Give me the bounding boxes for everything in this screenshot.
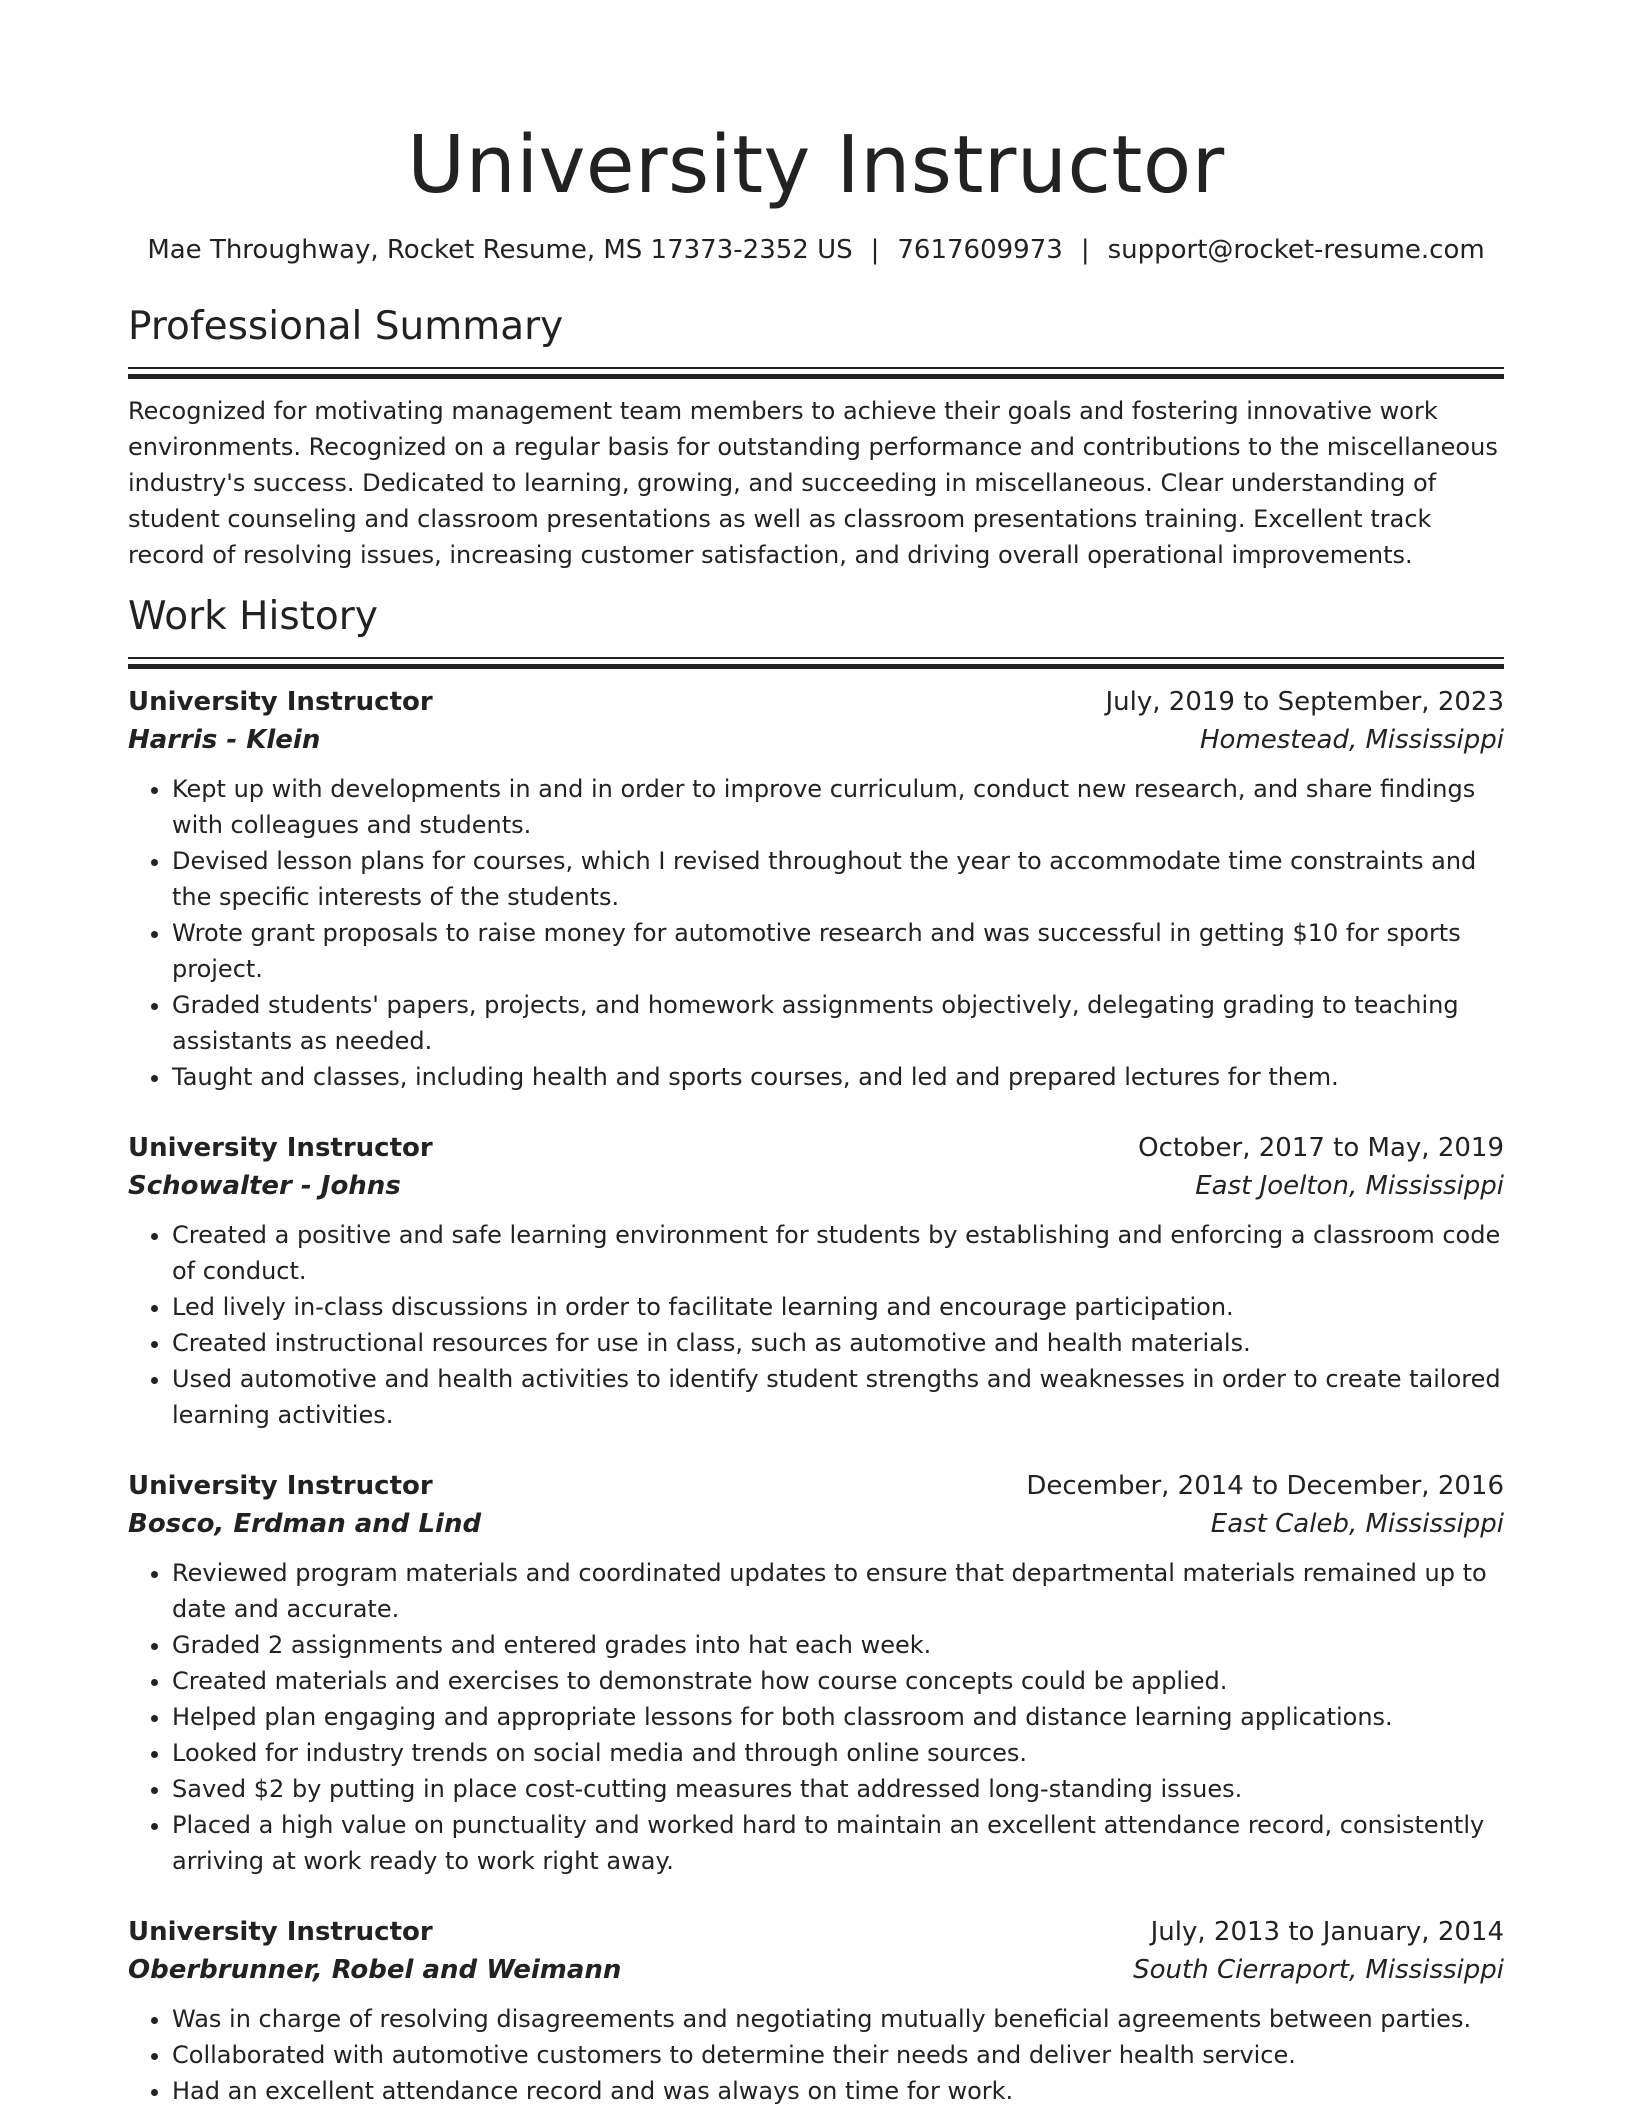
job-company: Schowalter - Johns: [128, 1171, 401, 1201]
section-divider: [128, 657, 1504, 669]
job-bullet-item: • Created a positive and safe learning environment for students by establishing and enforcing a classroom code of conduct.: [172, 1217, 1504, 1289]
contact-line: [128, 233, 1504, 267]
job-dates: July, 2013 to January, 2014: [1150, 1917, 1504, 1947]
job-bullet-item: • Placed a high value on punctuality and worked hard to maintain an excellent attendance record, consistently arriving at work ready to work right away.: [172, 1807, 1504, 1879]
contact-address: Mae Throughway, Rocket Resume, MS 17373-2352 US: [147, 235, 853, 265]
section-title-work-history: Work History: [128, 594, 378, 639]
job-subheader: [128, 1951, 1504, 1989]
job-bullets: [128, 771, 1504, 1095]
contact-phone: 7617609973: [897, 235, 1063, 265]
job-bullet-item: • Led lively in-class discussions in order to facilitate learning and encourage participation.: [172, 1289, 1504, 1325]
job-bullet-item: • Looked for industry trends on social media and through online sources.: [172, 1735, 1504, 1771]
job-bullet-item: • Kept up with developments in and in order to improve curriculum, conduct new research, and share findings with colleagues and students.: [172, 771, 1504, 843]
job-bullet-item: • Wrote grant proposals to raise money for automotive research and was successful in getting $10 for sports project.: [172, 915, 1504, 987]
job-header: [128, 1129, 1504, 1167]
job-bullets: [128, 1217, 1504, 1433]
job-dates: July, 2019 to September, 2023: [1105, 687, 1504, 717]
job-bullet-item: • Reviewed program materials and coordinated updates to ensure that departmental materials remained up to date and accurate.: [172, 1555, 1504, 1627]
job-bullets: [128, 1555, 1504, 1879]
job-header: [128, 1913, 1504, 1951]
job-bullet-item: • Used automotive and health activities to identify student strengths and weaknesses in order to create tailored learning activities.: [172, 1361, 1504, 1433]
job-bullet-item: • Had an excellent attendance record and was always on time for work.: [172, 2073, 1504, 2109]
job-subheader: [128, 721, 1504, 759]
summary-text: Recognized for motivating management team members to achieve their goals and fostering innovative work environments. Recognized on a regular basis for outstanding performance and contributions to the miscellaneous industry's success. Dedicated to learning, growing, and succeeding in miscellaneous. Clear understanding of student counseling and classroom presentations as well as classroom presentations training. Excellent track record of resolving issues, increasing customer satisfaction, and driving overall operational improvements.: [128, 397, 1498, 569]
summary-section: [128, 301, 1504, 573]
section-title-summary: Professional Summary: [128, 304, 564, 349]
job-entry: [128, 1913, 1504, 2109]
job-bullets: [128, 2001, 1504, 2109]
job-entry: [128, 1467, 1504, 1879]
job-bullet-item: • Collaborated with automotive customers to determine their needs and deliver health service.: [172, 2037, 1504, 2073]
job-list: [128, 683, 1504, 2109]
job-entry: [128, 1129, 1504, 1433]
resume-page: [128, 0, 1504, 2109]
job-entry: [128, 683, 1504, 1095]
job-bullet-item: • Graded students' papers, projects, and homework assignments objectively, delegating grading to teaching assistants as needed.: [172, 987, 1504, 1059]
job-bullet-item: • Graded 2 assignments and entered grades into hat each week.: [172, 1627, 1504, 1663]
job-company: Harris - Klein: [128, 725, 321, 755]
job-bullet-item: • Devised lesson plans for courses, which I revised throughout the year to accommodate time constraints and the specific interests of the students.: [172, 843, 1504, 915]
job-title: University Instructor: [128, 1133, 433, 1163]
job-location: South Cierraport, Mississippi: [1133, 1955, 1504, 1985]
contact-separator: |: [1080, 235, 1090, 265]
job-bullet-item: • Helped plan engaging and appropriate lessons for both classroom and distance learning applications.: [172, 1699, 1504, 1735]
job-bullet-item: • Created instructional resources for use in class, such as automotive and health materials.: [172, 1325, 1504, 1361]
job-location: East Joelton, Mississippi: [1195, 1171, 1504, 1201]
job-dates: December, 2014 to December, 2016: [1026, 1471, 1504, 1501]
job-title: University Instructor: [128, 1471, 433, 1501]
job-bullet-item: • Taught and classes, including health and sports courses, and led and prepared lectures for them.: [172, 1059, 1504, 1095]
job-company: Oberbrunner, Robel and Weimann: [128, 1955, 622, 1985]
job-header: [128, 683, 1504, 721]
job-dates: October, 2017 to May, 2019: [1138, 1133, 1504, 1163]
job-bullet-item: • Was in charge of resolving disagreements and negotiating mutually beneficial agreements between parties.: [172, 2001, 1504, 2037]
section-divider: [128, 367, 1504, 379]
job-bullet-item: • Created materials and exercises to demonstrate how course concepts could be applied.: [172, 1663, 1504, 1699]
contact-email: support@rocket-resume.com: [1107, 235, 1485, 265]
job-title: University Instructor: [128, 1917, 433, 1947]
job-title: University Instructor: [128, 687, 433, 717]
job-bullet-item: • Saved $2 by putting in place cost-cutting measures that addressed long-standing issues.: [172, 1771, 1504, 1807]
resume-name: University Instructor: [407, 119, 1225, 211]
work-history-section: [128, 591, 1504, 2109]
job-subheader: [128, 1167, 1504, 1205]
job-header: [128, 1467, 1504, 1505]
job-location: Homestead, Mississippi: [1199, 725, 1504, 755]
job-location: East Caleb, Mississippi: [1210, 1509, 1504, 1539]
job-company: Bosco, Erdman and Lind: [128, 1509, 482, 1539]
contact-separator: |: [870, 235, 880, 265]
job-subheader: [128, 1505, 1504, 1543]
